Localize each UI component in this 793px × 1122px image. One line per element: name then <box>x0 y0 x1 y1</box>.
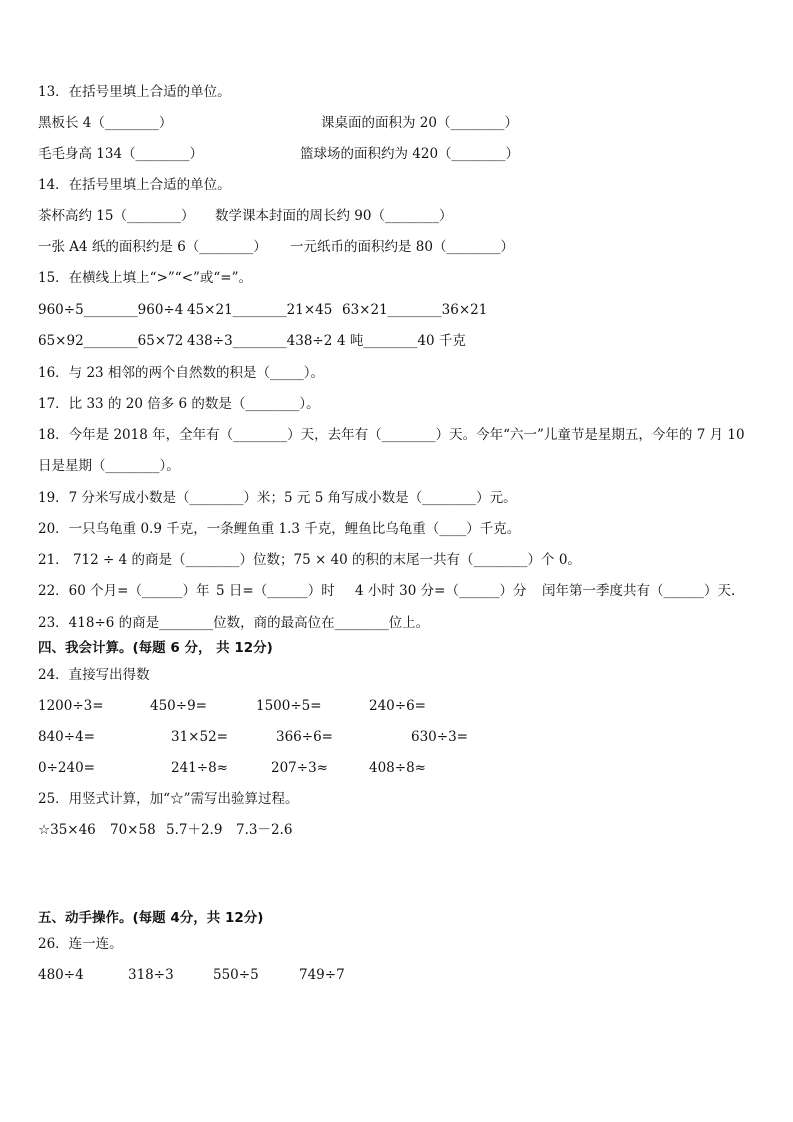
q15-r1-3: 63×21________36×21 <box>342 302 488 318</box>
q25-item-2: 70×58 <box>110 822 156 838</box>
q14-title: 14．在括号里填上合适的单位。 <box>38 177 231 193</box>
q26-item-4: 749÷7 <box>299 967 345 983</box>
q13-title: 13．在括号里填上合适的单位。 <box>38 84 231 100</box>
q18-line1: 18．今年是 2018 年，全年有（________）天，去年有（________）天。今年“六一”儿童节是星期五，今年的 7 月 10 <box>38 427 745 443</box>
q15-r1-1: 960÷5________960÷4 <box>38 302 184 318</box>
q24-r1-2: 450÷9= <box>150 698 207 714</box>
q14-a: 茶杯高约 15（________） <box>38 208 195 224</box>
q24-r3-1: 0÷240= <box>38 760 95 776</box>
q24-r2-4: 630÷3= <box>411 729 468 745</box>
question-21: 21． 712 ÷ 4 的商是（________）位数；75 × 40 的积的末尾一共有（________）个 0。 <box>38 552 581 568</box>
q24-r2-1: 840÷4= <box>38 729 95 745</box>
q22-part3: 4 小时 30 分=（______）分 <box>355 583 527 599</box>
question-17: 17．比 33 的 20 倍多 6 的数是（________）。 <box>38 396 320 412</box>
q25-title: 25．用竖式计算，加“☆”需写出验算过程。 <box>38 791 299 807</box>
q25-item-1: ☆35×46 <box>38 822 96 838</box>
q13-b: 课桌面的面积为 20（________） <box>321 115 518 131</box>
q24-r1-4: 240÷6= <box>369 698 426 714</box>
q26-item-1: 480÷4 <box>38 967 84 983</box>
q24-r3-2: 241÷8≈ <box>171 760 228 776</box>
q13-a: 黑板长 4（________） <box>38 115 173 131</box>
q15-r1-2: 45×21________21×45 <box>187 302 333 318</box>
q25-item-3: 5.7＋2.9 <box>166 822 223 838</box>
section-5-heading: 五、动手操作。(每题 4分，共 12分) <box>38 910 264 926</box>
q26-item-3: 550÷5 <box>213 967 259 983</box>
q26-item-2: 318÷3 <box>128 967 174 983</box>
q24-r3-3: 207÷3≈ <box>271 760 328 776</box>
q18-line2: 日是星期（________）。 <box>38 458 180 474</box>
q24-r1-1: 1200÷3= <box>38 698 104 714</box>
q24-title: 24．直接写出得数 <box>38 667 150 683</box>
q14-b: 数学课本封面的周长约 90（________） <box>215 208 453 224</box>
q22-part2: 5 日=（______）时 <box>216 583 335 599</box>
q15-r2-1: 65×92________65×72 <box>38 333 184 349</box>
q15-r2-3: 4 吨________40 千克 <box>337 333 466 349</box>
question-19: 19．7 分米写成小数是（________）米；5 元 5 角写成小数是（________）元。 <box>38 490 517 506</box>
question-23: 23．418÷6 的商是________位数，商的最高位在________位上。 <box>38 615 430 631</box>
q24-r3-4: 408÷8≈ <box>369 760 426 776</box>
q22-part1: 22．60 个月=（______）年 <box>38 583 210 599</box>
q24-r2-3: 366÷6= <box>276 729 333 745</box>
q14-d: 一元纸币的面积约是 80（________） <box>290 239 514 255</box>
q15-title: 15．在横线上填上“>”“<”或“=”。 <box>38 270 253 286</box>
q15-r2-2: 438÷3________438÷2 <box>187 333 333 349</box>
section-4-heading: 四、我会计算。(每题 6 分， 共 12分) <box>38 640 273 656</box>
q13-d: 篮球场的面积约为 420（________） <box>300 146 520 162</box>
q25-item-4: 7.3－2.6 <box>236 822 293 838</box>
q26-title: 26．连一连。 <box>38 936 123 952</box>
question-20: 20．一只乌龟重 0.9 千克，一条鲤鱼重 1.3 千克，鲤鱼比乌龟重（____）千克。 <box>38 521 521 537</box>
q14-c: 一张 A4 纸的面积约是 6（________） <box>38 239 267 255</box>
q24-r2-2: 31×52= <box>171 729 228 745</box>
q22-part4: 闰年第一季度共有（______）天. <box>542 583 736 599</box>
q24-r1-3: 1500÷5= <box>256 698 322 714</box>
q13-c: 毛毛身高 134（________） <box>38 146 204 162</box>
question-16: 16．与 23 相邻的两个自然数的积是（_____）。 <box>38 365 324 381</box>
